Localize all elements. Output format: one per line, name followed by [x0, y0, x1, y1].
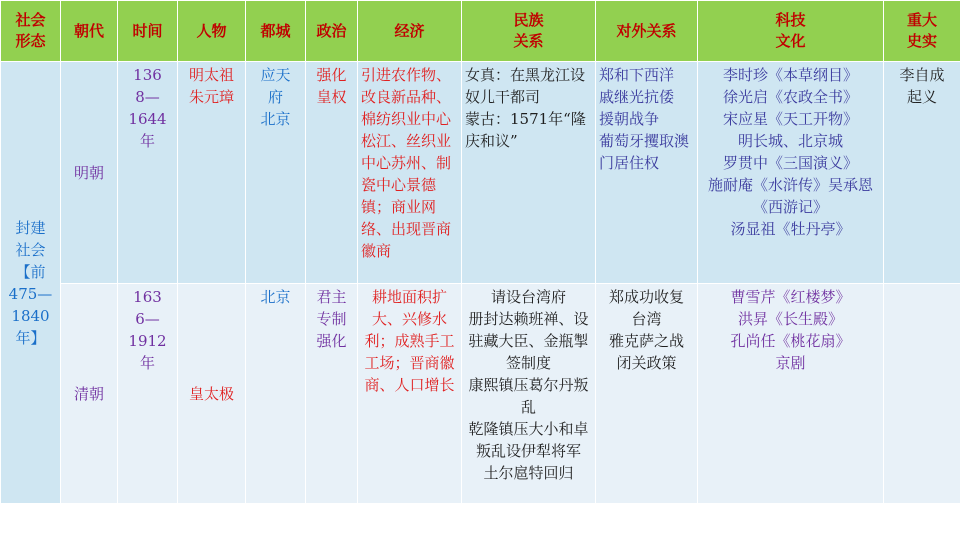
- time-cell-ming: 136 8— 1644 年: [118, 62, 178, 284]
- ethnic-cell-qing: 请设台湾府 册封达赖班禅、设驻藏大臣、金瓶掣签制度 康熙镇压葛尔丹叛乱 乾隆镇压大小和卓叛乱设伊犁将军 土尔扈特回归: [462, 284, 596, 504]
- culture-cell-ming: 李时珍《本草纲目》 徐光启《农政全书》 宋应星《天工开物》 明长城、北京城 罗贯中《三国演义》 施耐庵《水浒传》吴承恩《西游记》 汤显祖《牡丹亭》: [698, 62, 884, 284]
- politics-cell-qing: 君主 专制 强化: [306, 284, 358, 504]
- events-cell-ming: 李自成 起义: [884, 62, 960, 284]
- header-ethnic: 民族 关系: [462, 1, 596, 62]
- foreign-cell-ming: 郑和下西洋 戚继光抗倭 援朝战争 葡萄牙攫取澳门居住权: [596, 62, 698, 284]
- culture-cell-qing: 曹雪芹《红楼梦》 洪昇《长生殿》 孔尚任《桃花扇》 京剧: [698, 284, 884, 504]
- society-form-cell: 封建 社会 【前 475— 1840 年】: [1, 62, 61, 504]
- events-cell-qing: [884, 284, 960, 504]
- foreign-cell-qing: 郑成功收复 台湾 雅克萨之战 闭关政策: [596, 284, 698, 504]
- economy-cell-qing: 耕地面积扩大、兴修水利；成熟手工工场；晋商徽商、人口增长: [358, 284, 462, 504]
- header-person: 人物: [178, 1, 246, 62]
- header-capital: 都城: [246, 1, 306, 62]
- header-culture: 科技 文化: [698, 1, 884, 62]
- header-foreign: 对外关系: [596, 1, 698, 62]
- header-society: 社会 形态: [1, 1, 61, 62]
- header-politics: 政治: [306, 1, 358, 62]
- person-cell-ming: 明太祖 朱元璋: [178, 62, 246, 284]
- person-cell-qing: 皇太极: [178, 284, 246, 504]
- dynasty-cell-qing: 清朝: [61, 284, 118, 504]
- dynasty-cell-ming: 明朝: [61, 62, 118, 284]
- table-row-qing: [1, 284, 960, 504]
- capital-cell-qing: 北京: [246, 284, 306, 504]
- header-time: 时间: [118, 1, 178, 62]
- header-dynasty: 朝代: [61, 1, 118, 62]
- header-economy: 经济: [358, 1, 462, 62]
- capital-cell-ming: 应天 府 北京: [246, 62, 306, 284]
- economy-cell-ming: 引进农作物、改良新品种、棉纺织业中心松江、丝织业中心苏州、制瓷中心景德镇；商业网络、出现晋商徽商: [358, 62, 462, 284]
- time-cell-qing: 163 6— 1912 年: [118, 284, 178, 504]
- header-events: 重大 史实: [884, 1, 960, 62]
- politics-cell-ming: 强化 皇权: [306, 62, 358, 284]
- table-row-ming: [1, 62, 960, 284]
- header-row: [1, 1, 960, 62]
- ethnic-cell-ming: 女真：在黑龙江设奴儿干都司 蒙古：1571年“隆庆和议”: [462, 62, 596, 284]
